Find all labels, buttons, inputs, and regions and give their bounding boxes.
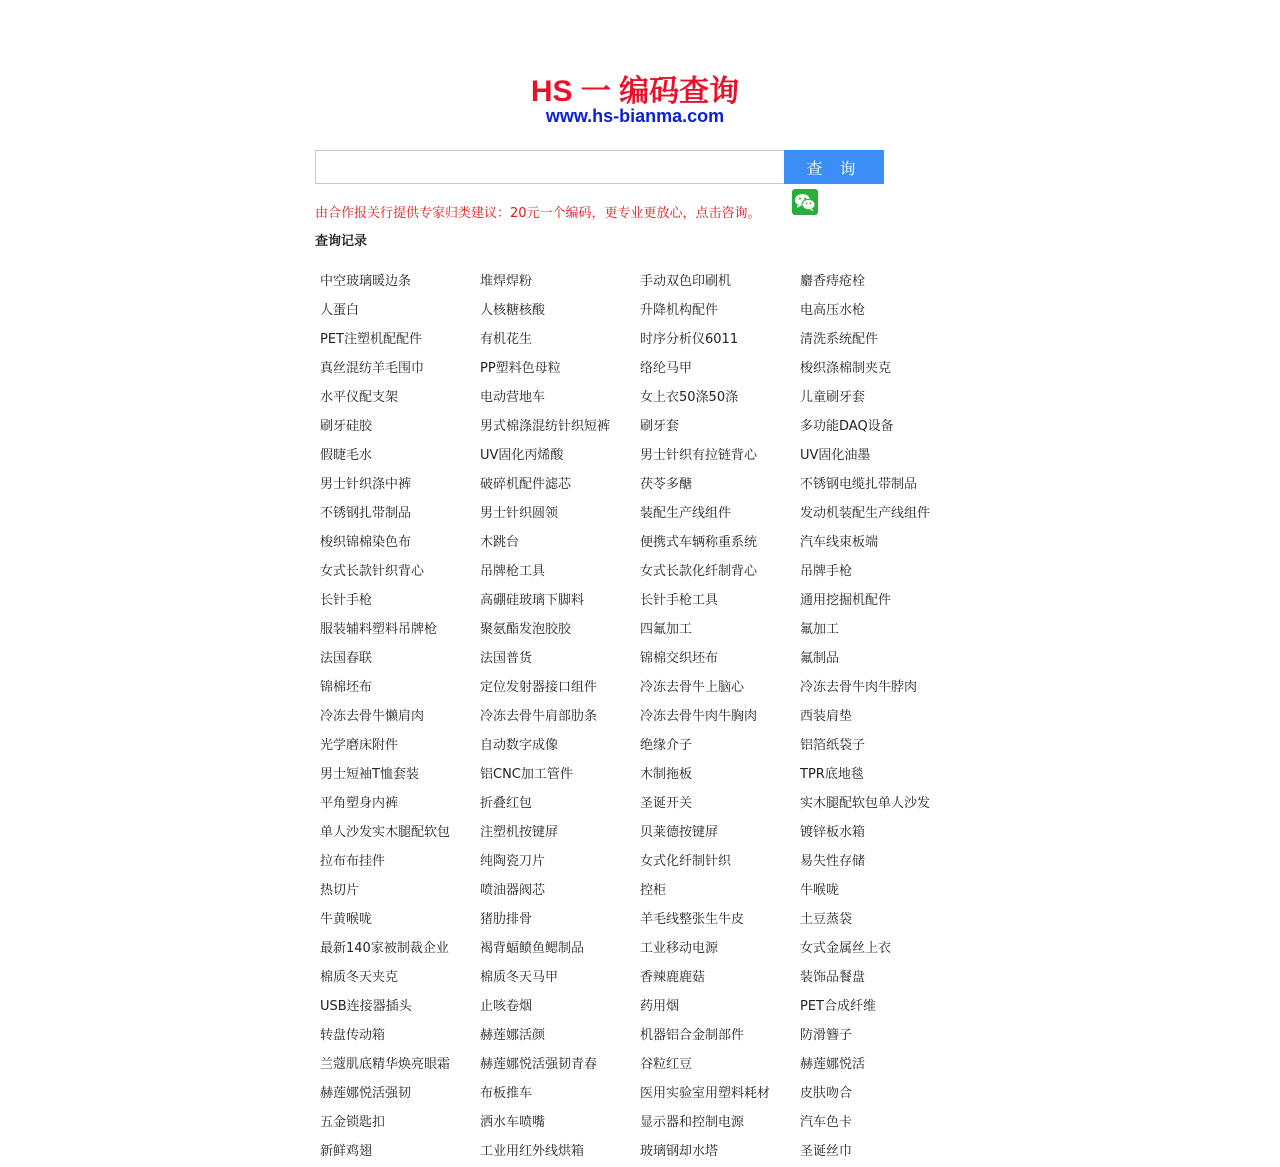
history-item-link[interactable]: 刷牙套 [640, 419, 680, 434]
history-item-link[interactable]: 新鲜鸡翅 [320, 1144, 373, 1159]
history-item-link[interactable]: 假睫毛水 [320, 448, 373, 463]
history-item-link[interactable]: 注塑机按键屏 [480, 825, 559, 840]
history-item-link[interactable]: 男士短袖T恤套装 [320, 767, 419, 782]
history-item-link[interactable]: 女式化纤制针织 [640, 854, 732, 869]
history-item-link[interactable]: 聚氨酯发泡胶胶 [480, 622, 572, 637]
history-item-link[interactable]: 最新140家被制裁企业 [320, 941, 449, 956]
history-item-link[interactable]: 赫莲娜悦活强韧青春 [480, 1057, 598, 1072]
history-item-link[interactable]: 赫莲娜活颜 [480, 1028, 546, 1043]
history-item-link[interactable]: 堆焊焊粉 [480, 274, 533, 289]
history-item-link[interactable]: 男士针织有拉链背心 [640, 448, 758, 463]
history-item-link[interactable]: PP塑料色母粒 [480, 361, 561, 376]
history-item-link[interactable]: 吊牌枪工具 [480, 564, 546, 579]
history-item-link[interactable]: 长针手枪工具 [640, 593, 719, 608]
site-logo-title[interactable]: HS 一 编码查询 [530, 75, 740, 108]
history-item-link[interactable]: 冷冻去骨牛肉牛脖肉 [800, 680, 918, 695]
history-item-link[interactable]: 中空玻璃暖边条 [320, 274, 412, 289]
history-item-link[interactable]: 铝CNC加工管件 [480, 767, 573, 782]
history-item-link[interactable]: 定位发射器接口组件 [480, 680, 598, 695]
history-item-link[interactable]: 热切片 [320, 883, 360, 898]
history-item-link[interactable]: 升降机构配件 [640, 303, 719, 318]
history-item-link[interactable]: 拉布布挂件 [320, 854, 386, 869]
history-item-link[interactable]: 男士针织涤中裤 [320, 477, 412, 492]
history-item-link[interactable]: 氟加工 [800, 622, 840, 637]
history-item-link[interactable]: 土豆蒸袋 [800, 912, 853, 927]
history-title: 查询记录 [315, 234, 368, 249]
history-item-link[interactable]: 电动营地车 [480, 390, 546, 405]
history-item-link[interactable]: 止咳卷烟 [480, 999, 533, 1014]
history-item-link[interactable]: 赫莲娜悦活强韧 [320, 1086, 412, 1101]
wechat-icon[interactable] [792, 189, 818, 215]
history-item-link[interactable]: 男式棉涤混纺针织短裤 [480, 419, 611, 434]
history-item-link[interactable]: 棉质冬天夹克 [320, 970, 399, 985]
history-item-link[interactable]: UV固化丙烯酸 [480, 448, 564, 463]
history-item-link[interactable]: 女式长款化纤制背心 [640, 564, 758, 579]
history-item-link[interactable]: 实木腿配软包单人沙发 [800, 796, 931, 811]
history-item-link[interactable]: 电高压水枪 [800, 303, 866, 318]
history-item-link[interactable]: 圣诞开关 [640, 796, 693, 811]
history-item-link[interactable]: 锦棉交织坯布 [640, 651, 719, 666]
history-item-link[interactable]: 布板推车 [480, 1086, 533, 1101]
history-item-link[interactable]: 手动双色印刷机 [640, 274, 732, 289]
history-item-link[interactable]: 铝箔纸袋子 [800, 738, 866, 753]
search-input[interactable] [315, 150, 786, 184]
history-item-link[interactable]: 不锈钢电缆扎带制品 [800, 477, 918, 492]
history-item-link[interactable]: 折叠红包 [480, 796, 533, 811]
history-item-link[interactable]: 装饰品餐盘 [800, 970, 866, 985]
site-url[interactable]: www.hs-bianma.com [545, 106, 725, 126]
history-item-link[interactable]: 汽车线束板端 [800, 535, 879, 550]
history-item-link[interactable]: 氟制品 [800, 651, 840, 666]
history-item-link[interactable]: 冷冻去骨牛上脑心 [640, 680, 745, 695]
history-item-link[interactable]: 棉质冬天马甲 [480, 970, 559, 985]
history-item-link[interactable]: USB连接器插头 [320, 999, 412, 1014]
history-item-link[interactable]: 医用实验室用塑料耗材 [640, 1086, 771, 1101]
history-item-link[interactable]: 吊牌手枪 [800, 564, 853, 579]
search-button[interactable]: 查 询 [784, 150, 884, 184]
history-item-link[interactable]: 多功能DAQ设备 [800, 419, 894, 434]
history-item-link[interactable]: 平角塑身内裤 [320, 796, 399, 811]
history-item-link[interactable]: 男士针织圆领 [480, 506, 559, 521]
history-item-link[interactable]: 四氟加工 [640, 622, 693, 637]
history-item-link[interactable]: 玻璃钢却水塔 [640, 1144, 719, 1159]
history-item-link[interactable]: 真丝混纺羊毛围巾 [320, 361, 425, 376]
history-item-link[interactable]: 梭织锦棉染色布 [320, 535, 412, 550]
history-item-link[interactable]: 通用挖掘机配件 [800, 593, 892, 608]
history-item-link[interactable]: 转盘传动箱 [320, 1028, 386, 1043]
history-item-link[interactable]: 贝莱德按键屏 [640, 825, 719, 840]
history-item-link[interactable]: 茯苓多醣 [640, 477, 693, 492]
history-item-link[interactable]: 锦棉坯布 [320, 680, 373, 695]
history-item-link[interactable]: 镀锌板水箱 [800, 825, 866, 840]
history-item-link[interactable]: 冷冻去骨牛肩部肋条 [480, 709, 598, 724]
history-item-link[interactable]: 服装辅料塑料吊牌枪 [320, 622, 438, 637]
history-item-link[interactable]: 法国春联 [320, 651, 373, 666]
history-item-link[interactable]: 防滑簪子 [800, 1028, 853, 1043]
history-item-link[interactable]: 单人沙发实木腿配软包 [320, 825, 451, 840]
history-item-link[interactable]: 西装肩垫 [800, 709, 853, 724]
history-item-link[interactable]: TPR底地毯 [800, 767, 864, 782]
consult-notice-text[interactable]: 由合作报关行提供专家归类建议：20元一个编码，更专业更放心，点击咨询。 [315, 206, 761, 221]
history-item-link[interactable]: 自动数字成像 [480, 738, 559, 753]
history-item-link[interactable]: 络纶马甲 [640, 361, 693, 376]
history-item-link[interactable]: 长针手枪 [320, 593, 373, 608]
search-form [315, 150, 884, 184]
history-item-link[interactable]: 绝缘介子 [640, 738, 693, 753]
history-item-link[interactable]: PET合成纤维 [800, 999, 876, 1014]
history-item-link[interactable]: 女式金属丝上衣 [800, 941, 892, 956]
history-item-link[interactable]: 刷牙硅胶 [320, 419, 373, 434]
history-item-link[interactable]: 麝香痔疮栓 [800, 274, 866, 289]
history-item-link[interactable]: 光学磨床附件 [320, 738, 399, 753]
history-item-link[interactable]: 兰蔻肌底精华焕亮眼霜 [320, 1057, 451, 1072]
history-item-link[interactable]: 女上衣50涤50涤 [640, 390, 739, 405]
history-item-link[interactable]: 香辣鹿鹿菇 [640, 970, 706, 985]
history-item-link[interactable]: 工业移动电源 [640, 941, 719, 956]
history-item-link[interactable]: 便携式车辆称重系统 [640, 535, 758, 550]
history-list [315, 267, 955, 1166]
consult-notice [315, 201, 955, 223]
history-item-link[interactable]: 发动机装配生产线组件 [800, 506, 931, 521]
history-item-link[interactable]: 梭织涤棉制夹克 [800, 361, 892, 376]
history-item-link[interactable]: 牛喉咙 [800, 883, 840, 898]
history-item-link[interactable]: 猪肋排骨 [480, 912, 533, 927]
history-item-link[interactable]: 机器铝合金制部件 [640, 1028, 745, 1043]
history-item-link[interactable]: 纯陶瓷刀片 [480, 854, 546, 869]
history-item-link[interactable]: 五金锁匙扣 [320, 1115, 386, 1130]
history-item-link[interactable]: 清洗系统配件 [800, 332, 879, 347]
history-item-link[interactable]: 控柜 [640, 883, 667, 898]
history-item-link[interactable]: 木跳台 [480, 535, 520, 550]
history-item-link[interactable]: 有机花生 [480, 332, 533, 347]
history-item-link[interactable]: 女式长款针织背心 [320, 564, 425, 579]
history-item-link[interactable]: 时序分析仪6011 [640, 332, 739, 347]
history-item-link[interactable]: 不锈钢扎带制品 [320, 506, 412, 521]
history-item-link[interactable]: 谷粒红豆 [640, 1057, 693, 1072]
history-item-link[interactable]: 装配生产线组件 [640, 506, 732, 521]
history-item-link[interactable]: PET注塑机配配件 [320, 332, 422, 347]
history-item-link[interactable]: 牛黄喉咙 [320, 912, 373, 927]
history-item-link[interactable]: 羊毛线整张生牛皮 [640, 912, 745, 927]
history-item-link[interactable]: 皮肤吻合 [800, 1086, 853, 1101]
history-item-link[interactable]: 褐背蝠鲼鱼鳃制品 [480, 941, 585, 956]
history-item-link[interactable]: 人核糖核酸 [480, 303, 546, 318]
history-item-link[interactable]: 法国普货 [480, 651, 533, 666]
history-item-link[interactable]: 冷冻去骨牛肉牛胸肉 [640, 709, 758, 724]
history-item-link[interactable]: 冷冻去骨牛懒肩肉 [320, 709, 425, 724]
history-item-link[interactable]: 工业用红外线烘箱 [480, 1144, 585, 1159]
history-item-link[interactable]: 水平仪配支架 [320, 390, 399, 405]
history-item-link[interactable]: 破碎机配件滤芯 [480, 477, 572, 492]
history-item-link[interactable]: 喷油器阀芯 [480, 883, 546, 898]
history-item-link[interactable]: 人蛋白 [320, 303, 360, 318]
history-item-link[interactable]: 药用烟 [640, 999, 680, 1014]
history-item-link[interactable]: 圣诞丝巾 [800, 1144, 853, 1159]
history-item-link[interactable]: 儿童刷牙套 [800, 390, 866, 405]
history-item-link[interactable]: UV固化油墨 [800, 448, 871, 463]
history-item-link[interactable]: 汽车色卡 [800, 1115, 853, 1130]
history-item-link[interactable]: 显示器和控制电源 [640, 1115, 745, 1130]
history-item-link[interactable]: 木制拖板 [640, 767, 693, 782]
history-item-link[interactable]: 易失性存储 [800, 854, 866, 869]
history-item-link[interactable]: 高硼硅玻璃下脚料 [480, 593, 585, 608]
history-item-link[interactable]: 洒水车喷嘴 [480, 1115, 546, 1130]
history-item-link[interactable]: 赫莲娜悦活 [800, 1057, 866, 1072]
